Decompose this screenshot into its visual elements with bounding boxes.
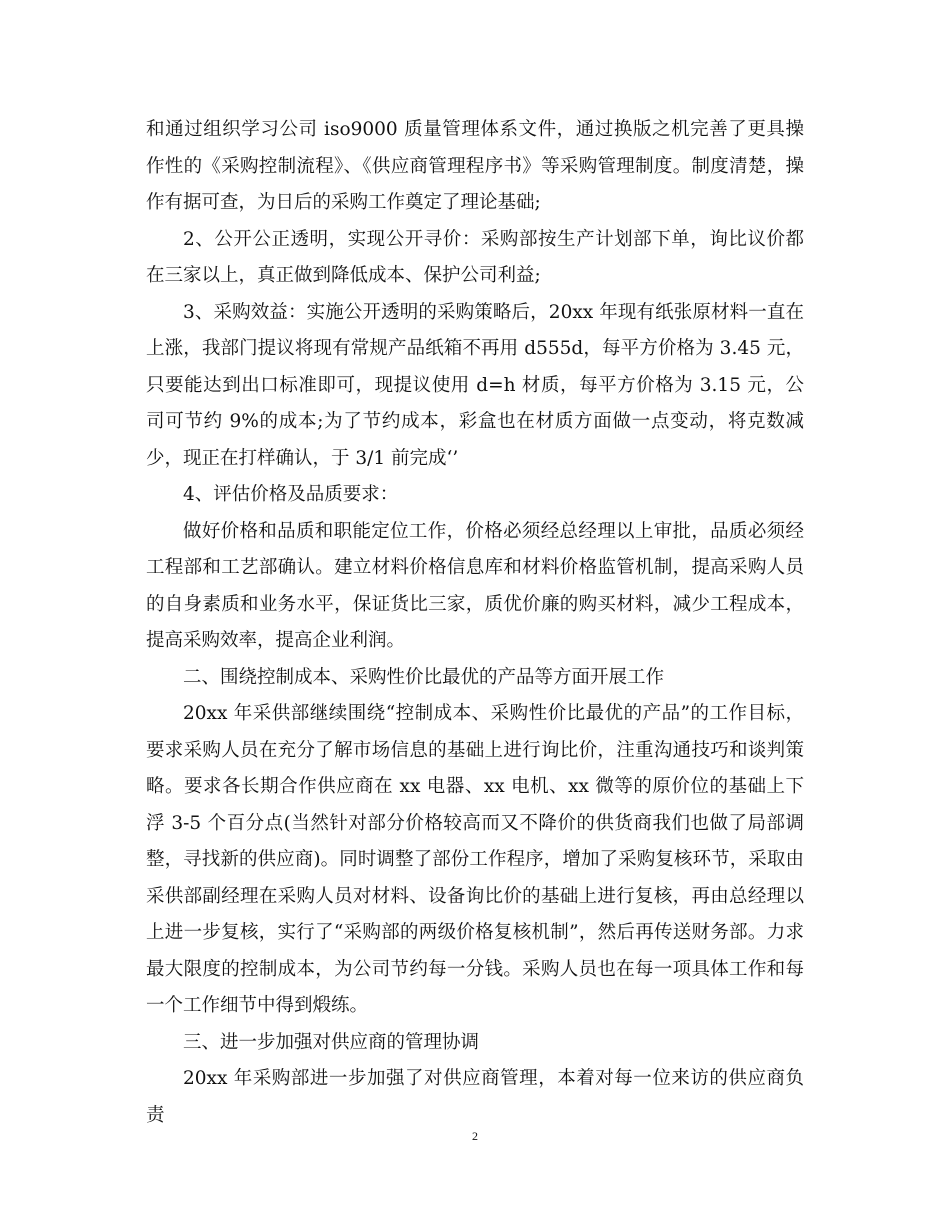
- paragraph-procurement-benefit: 3、采购效益：实施公开透明的采购策略后，20xx 年现有纸张原材料一直在上涨，我部门提议将现有常规产品纸箱不再用 d555d，每平方价格为 3.45 元，只要能达到出口标准即可，现提议使用 d=h 材质，每平方价格为 3.15 元，公司可节约 9%的成本;为了节约成本，彩盒也在材质方面做一点变动，将克数减少，现正在打样确认，于 3/1 前完成‘’: [146, 301, 804, 469]
- document-body: [146, 112, 804, 1134]
- paragraph-supplier-management-body: 20xx 年采购部进一步加强了对供应商管理，本着对每一位来访的供应商负责: [146, 1068, 804, 1126]
- section-heading-cost-control: 二、围绕控制成本、采购性价比最优的产品等方面开展工作: [183, 666, 665, 688]
- page-number: 2: [472, 1129, 478, 1143]
- paragraph-price-quality-body: 做好价格和品质和职能定位工作，价格必须经总经理以上审批，品质必须经工程部和工艺部确认。建立材料价格信息库和材料价格监管机制，提高采购人员的自身素质和业务水平，保证货比三家，质优价廉的购买材料，减少工程成本，提高采购效率，提高企业利润。: [146, 520, 804, 651]
- section-heading-supplier-management: 三、进一步加强对供应商的管理协调: [183, 1031, 480, 1053]
- paragraph-cost-control-body: 20xx 年采供部继续围绕“控制成本、采购性价比最优的产品”的工作目标，要求采购人员在充分了解市场信息的基础上进行询比价，注重沟通技巧和谈判策略。要求各长期合作供应商在 xx 电器、xx 电机、xx 微等的原价位的基础上下浮 3-5 个百分点(当然针对部分价格较高而又不降价的供货商我们也做了局部调整，寻找新的供应商)。同时调整了部份工作程序，增加了采购复核环节，采取由采供部副经理在采购人员对材料、设备询比价的基础上进行复核，再由总经理以上进一步复核，实行了“采购部的两级价格复核机制”，然后再传送财务部。力求最大限度的控制成本，为公司节约每一分钱。采购人员也在每一项具体工作和每一个工作细节中得到煅练。: [146, 703, 804, 1016]
- paragraph-price-quality-heading: 4、评估价格及品质要求：: [183, 484, 399, 505]
- paragraph-open-pricing: 2、公开公正透明，实现公开寻价：采购部按生产计划部下单，询比议价都在三家以上，真正做到降低成本、保护公司利益;: [146, 228, 804, 286]
- paragraph-procurement-system: 和通过组织学习公司 iso9000 质量管理体系文件，通过换版之机完善了更具操作性的《采购控制流程》、《供应商管理程序书》等采购管理制度。制度清楚，操作有据可查，为日后的采购工作奠定了理论基础;: [146, 119, 804, 213]
